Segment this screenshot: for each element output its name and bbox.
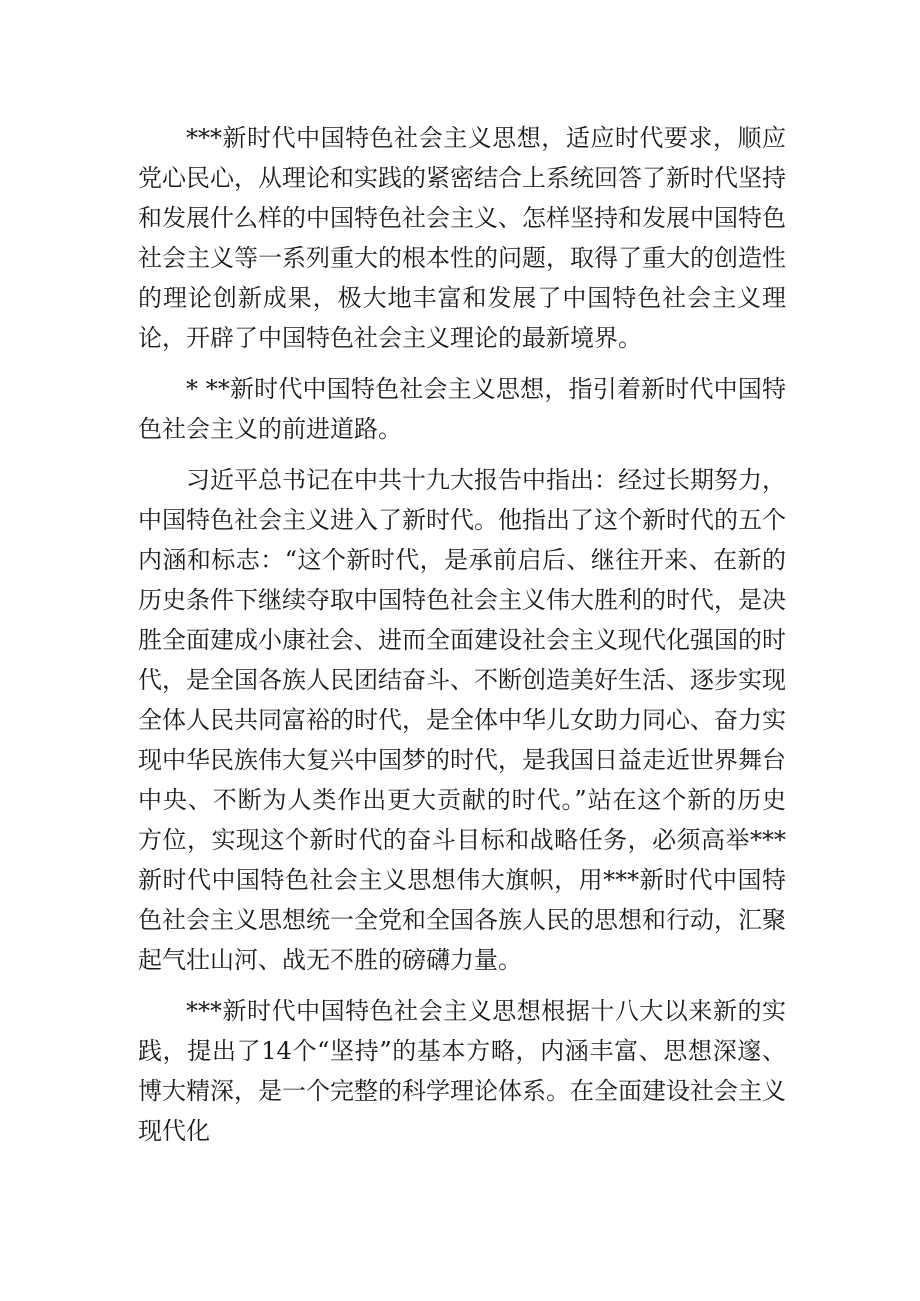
document-body [138,118,786,1162]
paragraph-3: 习近平总书记在中共十九大报告中指出：经过长期努力，中国特色社会主义进入了新时代。他指出了这个新时代的五个内涵和标志：“这个新时代，是承前启后、继往开来、在新的历史条件下继续夺取中国特色社会主义伟大胜利的时代，是决胜全面建成小康社会、进而全面建设社会主义现代化强国的时代，是全国各族人民团结奋斗、不断创造美好生活、逐步实现全体人民共同富裕的时代，是全体中华儿女助力同心、奋力实现中华民族伟大复兴中国梦的时代，是我国日益走近世界舞台中央、不断为人类作出更大贡献的时代。”站在这个新的历史方位，实现这个新时代的奋斗目标和战略任务，必须高举***新时代中国特色社会主义思想伟大旗帜，用***新时代中国特色社会主义思想统一全党和全国各族人民的思想和行动，汇聚起气壮山河、战无不胜的磅礴力量。 [138,466,786,974]
paragraph-1: ***新时代中国特色社会主义思想，适应时代要求，顺应党心民心，从理论和实践的紧密结合上系统回答了新时代坚持和发展什么样的中国特色社会主义、怎样坚持和发展中国特色社会主义等一系列重大的根本性的问题，取得了重大的创造性的理论创新成果，极大地丰富和发展了中国特色社会主义理论，开辟了中国特色社会主义理论的最新境界。 [138,124,786,352]
paragraph-2: * **新时代中国特色社会主义思想，指引着新时代中国特色社会主义的前进道路。 [138,375,786,443]
paragraph-4: ***新时代中国特色社会主义思想根据十八大以来新的实践，提出了14个“坚持”的基本方略，内涵丰富、思想深邃、博大精深，是一个完整的科学理论体系。在全面建设社会主义现代化 [138,997,786,1145]
